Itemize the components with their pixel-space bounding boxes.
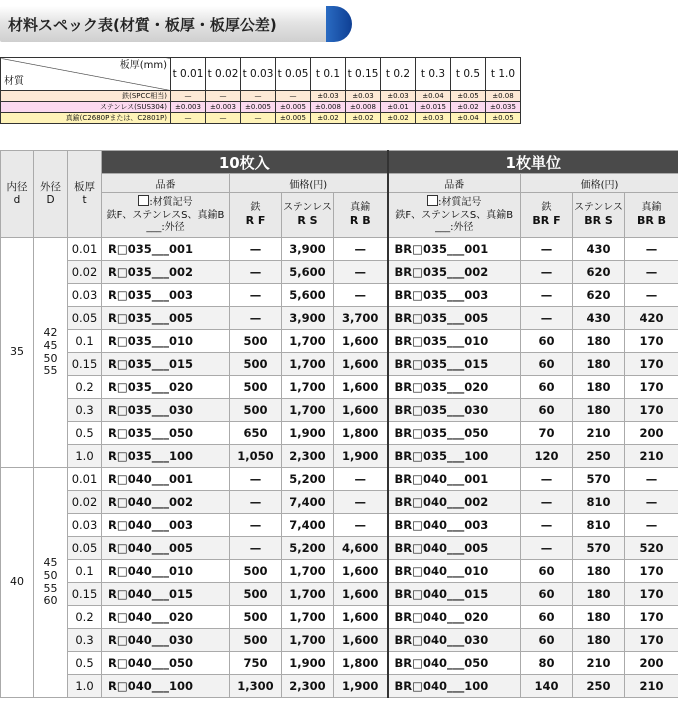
price-iron-1: —	[521, 491, 573, 514]
outer-diameter-cell: 45 50 55 60	[34, 468, 68, 698]
part-number-1: BR□040___005	[388, 537, 521, 560]
part-number-1: BR□040___015	[388, 583, 521, 606]
price-brass-10: 1,600	[334, 606, 388, 629]
price-brass-1: —	[625, 284, 678, 307]
thickness-cell: 0.02	[68, 261, 102, 284]
price-brass-10: —	[334, 514, 388, 537]
material-axis-label: 材質	[4, 76, 24, 87]
tolerance-cell: —	[276, 91, 311, 102]
price-brass-1: —	[625, 491, 678, 514]
part-number-1: BR□040___001	[388, 468, 521, 491]
price-row	[1, 353, 678, 376]
price-brass-10: 4,600	[334, 537, 388, 560]
brass-header-10: 真鍮 R B	[334, 193, 388, 238]
price-brass-10: 1,800	[334, 422, 388, 445]
stainless-header-1: ステンレス BR S	[573, 193, 625, 238]
price-row	[1, 514, 678, 537]
price-stainless-1: 180	[573, 353, 625, 376]
price-brass-10: —	[334, 491, 388, 514]
price-stainless-1: 180	[573, 629, 625, 652]
thickness-cell: 0.03	[68, 514, 102, 537]
price-iron-10: 500	[230, 606, 282, 629]
thickness-cell: 0.03	[68, 284, 102, 307]
thickness-cell: 0.1	[68, 330, 102, 353]
price-iron-1: 60	[521, 606, 573, 629]
spec-corner-cell	[1, 58, 171, 91]
price-brass-10: 1,600	[334, 560, 388, 583]
price-iron-10: —	[230, 284, 282, 307]
price-stainless-10: 1,700	[282, 353, 334, 376]
thickness-header-cell: t 0.02	[206, 58, 241, 91]
thickness-cell: 0.15	[68, 353, 102, 376]
price-iron-10: —	[230, 307, 282, 330]
tolerance-cell: —	[241, 113, 276, 124]
price-row	[1, 468, 678, 491]
part-number-header-1: 品番	[388, 174, 521, 193]
price-stainless-10: 5,600	[282, 284, 334, 307]
part-number-1: BR□035___003	[388, 284, 521, 307]
price-row	[1, 307, 678, 330]
price-iron-1: —	[521, 238, 573, 261]
price-brass-1: —	[625, 514, 678, 537]
price-subheader-row	[1, 174, 678, 193]
thickness-cell: 0.05	[68, 537, 102, 560]
thickness-cell: 0.15	[68, 583, 102, 606]
part-number-1: BR□040___020	[388, 606, 521, 629]
price-stainless-1: 250	[573, 675, 625, 698]
spec-header-row	[1, 58, 521, 91]
section-header	[0, 6, 352, 42]
price-brass-1: 200	[625, 652, 678, 675]
tolerance-cell: ±0.05	[451, 91, 486, 102]
tolerance-cell: ±0.05	[486, 113, 521, 124]
thickness-cell: 0.01	[68, 468, 102, 491]
part-number-10: R□035___100	[102, 445, 230, 468]
price-iron-1: 120	[521, 445, 573, 468]
price-iron-10: 500	[230, 353, 282, 376]
tolerance-cell: ±0.03	[346, 91, 381, 102]
part-number-10: R□040___050	[102, 652, 230, 675]
thickness-header-cell: t 0.01	[171, 58, 206, 91]
part-number-1: BR□040___002	[388, 491, 521, 514]
iron-header-1: 鉄 BR F	[521, 193, 573, 238]
thickness-header-cell: t 0.05	[276, 58, 311, 91]
tolerance-cell: ±0.03	[311, 91, 346, 102]
price-brass-10: 1,900	[334, 675, 388, 698]
price-stainless-10: 1,700	[282, 629, 334, 652]
price-stainless-1: 430	[573, 307, 625, 330]
price-iron-10: —	[230, 537, 282, 560]
part-number-1: BR□035___010	[388, 330, 521, 353]
price-stainless-10: 1,700	[282, 606, 334, 629]
price-iron-1: 60	[521, 583, 573, 606]
price-stainless-1: 180	[573, 560, 625, 583]
part-number-10: R□040___001	[102, 468, 230, 491]
price-iron-10: —	[230, 468, 282, 491]
price-iron-1: —	[521, 284, 573, 307]
price-brass-10: 1,900	[334, 445, 388, 468]
price-brass-10: 1,600	[334, 330, 388, 353]
tolerance-cell: ±0.008	[311, 102, 346, 113]
part-number-10: R□035___030	[102, 399, 230, 422]
price-stainless-1: 430	[573, 238, 625, 261]
material-name: 鉄(SPCC相当)	[1, 91, 171, 102]
part-number-1: BR□035___015	[388, 353, 521, 376]
outer-diameter-cell: 42 45 50 55	[34, 238, 68, 468]
price-row	[1, 261, 678, 284]
spec-material-row	[1, 102, 521, 113]
price-stainless-10: 3,900	[282, 238, 334, 261]
price-iron-10: 500	[230, 583, 282, 606]
price-stainless-10: 5,200	[282, 537, 334, 560]
part-number-10: R□035___010	[102, 330, 230, 353]
price-iron-1: 60	[521, 560, 573, 583]
price-brass-1: 420	[625, 307, 678, 330]
thickness-cell: 1.0	[68, 445, 102, 468]
thickness-cell: 0.01	[68, 238, 102, 261]
part-number-1: BR□035___005	[388, 307, 521, 330]
page-title: 材料スペック表(材質・板厚・板厚公差)	[8, 16, 277, 34]
price-iron-1: —	[521, 468, 573, 491]
part-format-note-1: :材質記号 鉄F、ステンレスS、真鍮B ___:外径	[388, 193, 521, 238]
group-header-10pack: 10枚入	[102, 151, 388, 174]
part-number-10: R□040___003	[102, 514, 230, 537]
price-stainless-10: 2,300	[282, 675, 334, 698]
part-number-10: R□040___030	[102, 629, 230, 652]
price-stainless-10: 1,700	[282, 376, 334, 399]
price-row	[1, 422, 678, 445]
price-iron-10: 1,050	[230, 445, 282, 468]
part-number-10: R□035___005	[102, 307, 230, 330]
price-stainless-10: 2,300	[282, 445, 334, 468]
price-row	[1, 606, 678, 629]
price-stainless-1: 180	[573, 399, 625, 422]
price-row	[1, 445, 678, 468]
part-number-10: R□040___020	[102, 606, 230, 629]
checkbox-placeholder-icon	[427, 195, 438, 206]
spec-material-row	[1, 91, 521, 102]
price-stainless-10: 3,900	[282, 307, 334, 330]
tolerance-cell: —	[171, 113, 206, 124]
thickness-header-cell: t 0.5	[451, 58, 486, 91]
part-number-10: R□035___003	[102, 284, 230, 307]
part-number-1: BR□040___050	[388, 652, 521, 675]
thickness-cell: 0.3	[68, 399, 102, 422]
price-stainless-10: 1,700	[282, 330, 334, 353]
part-number-1: BR□035___050	[388, 422, 521, 445]
thickness-cell: 0.5	[68, 652, 102, 675]
group-header-single: 1枚単位	[388, 151, 678, 174]
price-brass-1: 210	[625, 675, 678, 698]
part-number-1: BR□035___020	[388, 376, 521, 399]
price-stainless-1: 810	[573, 514, 625, 537]
tolerance-cell: —	[206, 113, 241, 124]
part-number-1: BR□040___003	[388, 514, 521, 537]
part-number-header-10: 品番	[102, 174, 230, 193]
price-iron-10: 500	[230, 399, 282, 422]
price-material-row	[1, 193, 678, 238]
price-iron-1: 60	[521, 353, 573, 376]
price-brass-1: —	[625, 468, 678, 491]
price-brass-1: 210	[625, 445, 678, 468]
part-number-10: R□040___002	[102, 491, 230, 514]
price-brass-10: 1,600	[334, 583, 388, 606]
price-iron-10: 500	[230, 376, 282, 399]
price-stainless-1: 570	[573, 468, 625, 491]
price-row	[1, 238, 678, 261]
price-row	[1, 560, 678, 583]
thickness-header-cell: t 0.1	[311, 58, 346, 91]
price-brass-10: —	[334, 261, 388, 284]
thickness-cell: 0.2	[68, 606, 102, 629]
price-row	[1, 284, 678, 307]
price-brass-1: 200	[625, 422, 678, 445]
outer-diameter-header: 外径 D	[34, 151, 68, 238]
price-iron-10: —	[230, 514, 282, 537]
price-iron-10: —	[230, 261, 282, 284]
tolerance-cell: ±0.04	[416, 91, 451, 102]
thickness-header: 板厚 t	[68, 151, 102, 238]
price-stainless-10: 5,600	[282, 261, 334, 284]
thickness-cell: 0.1	[68, 560, 102, 583]
material-name: ステンレス(SUS304)	[1, 102, 171, 113]
tolerance-cell: ±0.03	[416, 113, 451, 124]
tolerance-cell: ±0.04	[451, 113, 486, 124]
part-number-1: BR□035___100	[388, 445, 521, 468]
price-row	[1, 629, 678, 652]
price-header-1: 価格(円)	[521, 174, 678, 193]
price-stainless-1: 180	[573, 606, 625, 629]
tolerance-cell: ±0.035	[486, 102, 521, 113]
price-iron-10: —	[230, 238, 282, 261]
thickness-header-cell: t 0.03	[241, 58, 276, 91]
price-iron-1: —	[521, 514, 573, 537]
price-stainless-10: 5,200	[282, 468, 334, 491]
price-stainless-1: 620	[573, 284, 625, 307]
price-stainless-1: 620	[573, 261, 625, 284]
part-number-1: BR□035___001	[388, 238, 521, 261]
tolerance-cell: ±0.08	[486, 91, 521, 102]
price-stainless-10: 7,400	[282, 514, 334, 537]
spec-material-row	[1, 113, 521, 124]
price-iron-1: —	[521, 261, 573, 284]
price-stainless-10: 1,900	[282, 652, 334, 675]
price-brass-1: —	[625, 238, 678, 261]
part-number-10: R□040___010	[102, 560, 230, 583]
part-format-note-10: :材質記号 鉄F、ステンレスS、真鍮B ___:外径	[102, 193, 230, 238]
part-number-10: R□040___005	[102, 537, 230, 560]
price-brass-1: 170	[625, 399, 678, 422]
price-iron-1: 60	[521, 399, 573, 422]
price-brass-10: 1,600	[334, 376, 388, 399]
checkbox-placeholder-icon	[138, 195, 149, 206]
price-stainless-10: 1,700	[282, 583, 334, 606]
stainless-header-10: ステンレス R S	[282, 193, 334, 238]
part-number-10: R□035___002	[102, 261, 230, 284]
tolerance-cell: ±0.003	[206, 102, 241, 113]
inner-diameter-cell: 35	[1, 238, 34, 468]
price-brass-1: 520	[625, 537, 678, 560]
material-name: 真鍮(C2680Pまたは、C2801P)	[1, 113, 171, 124]
thickness-header-cell: t 0.2	[381, 58, 416, 91]
price-group-row	[1, 151, 678, 174]
price-stainless-1: 180	[573, 330, 625, 353]
part-number-10: R□035___020	[102, 376, 230, 399]
price-row	[1, 330, 678, 353]
price-iron-10: —	[230, 491, 282, 514]
price-iron-1: —	[521, 537, 573, 560]
thickness-cell: 0.2	[68, 376, 102, 399]
price-brass-1: 170	[625, 330, 678, 353]
tolerance-cell: —	[241, 91, 276, 102]
price-stainless-10: 1,700	[282, 560, 334, 583]
price-brass-1: —	[625, 261, 678, 284]
price-stainless-10: 1,900	[282, 422, 334, 445]
price-brass-1: 170	[625, 629, 678, 652]
inner-diameter-cell: 40	[1, 468, 34, 698]
thickness-cell: 0.05	[68, 307, 102, 330]
part-number-1: BR□040___010	[388, 560, 521, 583]
tolerance-cell: ±0.02	[381, 113, 416, 124]
price-row	[1, 583, 678, 606]
price-stainless-10: 7,400	[282, 491, 334, 514]
price-brass-10: —	[334, 468, 388, 491]
price-iron-10: 500	[230, 560, 282, 583]
price-row	[1, 376, 678, 399]
price-iron-10: 500	[230, 330, 282, 353]
price-brass-10: 1,600	[334, 629, 388, 652]
tolerance-cell: ±0.03	[381, 91, 416, 102]
price-brass-10: —	[334, 284, 388, 307]
price-iron-10: 500	[230, 629, 282, 652]
price-table	[0, 150, 678, 698]
price-stainless-1: 250	[573, 445, 625, 468]
tolerance-cell: ±0.005	[276, 102, 311, 113]
price-brass-10: 1,600	[334, 353, 388, 376]
part-number-10: R□035___050	[102, 422, 230, 445]
thickness-cell: 0.5	[68, 422, 102, 445]
inner-diameter-header: 内径 d	[1, 151, 34, 238]
tolerance-cell: ±0.015	[416, 102, 451, 113]
tolerance-cell: ±0.01	[381, 102, 416, 113]
price-row	[1, 491, 678, 514]
price-stainless-1: 210	[573, 652, 625, 675]
part-number-1: BR□040___100	[388, 675, 521, 698]
price-iron-1: 60	[521, 330, 573, 353]
tolerance-cell: —	[206, 91, 241, 102]
price-brass-1: 170	[625, 606, 678, 629]
price-iron-1: 60	[521, 629, 573, 652]
tolerance-cell: ±0.02	[451, 102, 486, 113]
tolerance-cell: ±0.005	[241, 102, 276, 113]
part-number-10: R□035___015	[102, 353, 230, 376]
price-brass-10: —	[334, 238, 388, 261]
thickness-header-cell: t 0.15	[346, 58, 381, 91]
thickness-axis-label: 板厚(mm)	[119, 60, 167, 71]
price-iron-10: 750	[230, 652, 282, 675]
thickness-cell: 0.3	[68, 629, 102, 652]
price-stainless-1: 180	[573, 583, 625, 606]
price-brass-1: 170	[625, 560, 678, 583]
tolerance-cell: ±0.005	[276, 113, 311, 124]
iron-header-10: 鉄 R F	[230, 193, 282, 238]
tolerance-cell: —	[171, 91, 206, 102]
price-row	[1, 652, 678, 675]
price-brass-10: 1,600	[334, 399, 388, 422]
part-number-1: BR□035___030	[388, 399, 521, 422]
header-accent	[326, 6, 352, 42]
price-row	[1, 399, 678, 422]
price-stainless-1: 180	[573, 376, 625, 399]
tolerance-cell: ±0.02	[311, 113, 346, 124]
price-brass-10: 1,800	[334, 652, 388, 675]
thickness-header-cell: t 0.3	[416, 58, 451, 91]
price-brass-1: 170	[625, 353, 678, 376]
price-iron-1: 140	[521, 675, 573, 698]
price-iron-1: —	[521, 307, 573, 330]
price-iron-1: 80	[521, 652, 573, 675]
price-brass-1: 170	[625, 583, 678, 606]
tolerance-cell: ±0.008	[346, 102, 381, 113]
price-iron-10: 650	[230, 422, 282, 445]
price-header-10: 価格(円)	[230, 174, 388, 193]
material-spec-table	[0, 57, 521, 124]
tolerance-cell: ±0.02	[346, 113, 381, 124]
thickness-cell: 0.02	[68, 491, 102, 514]
tolerance-cell: ±0.003	[171, 102, 206, 113]
part-number-10: R□035___001	[102, 238, 230, 261]
part-number-10: R□040___100	[102, 675, 230, 698]
thickness-cell: 1.0	[68, 675, 102, 698]
price-row	[1, 675, 678, 698]
part-number-1: BR□035___002	[388, 261, 521, 284]
price-stainless-1: 210	[573, 422, 625, 445]
price-brass-1: 170	[625, 376, 678, 399]
price-iron-1: 70	[521, 422, 573, 445]
part-number-10: R□040___015	[102, 583, 230, 606]
thickness-header-cell: t 1.0	[486, 58, 521, 91]
price-iron-1: 60	[521, 376, 573, 399]
brass-header-1: 真鍮 BR B	[625, 193, 678, 238]
price-row	[1, 537, 678, 560]
price-stainless-10: 1,700	[282, 399, 334, 422]
price-stainless-1: 810	[573, 491, 625, 514]
part-number-1: BR□040___030	[388, 629, 521, 652]
price-stainless-1: 570	[573, 537, 625, 560]
price-iron-10: 1,300	[230, 675, 282, 698]
price-brass-10: 3,700	[334, 307, 388, 330]
